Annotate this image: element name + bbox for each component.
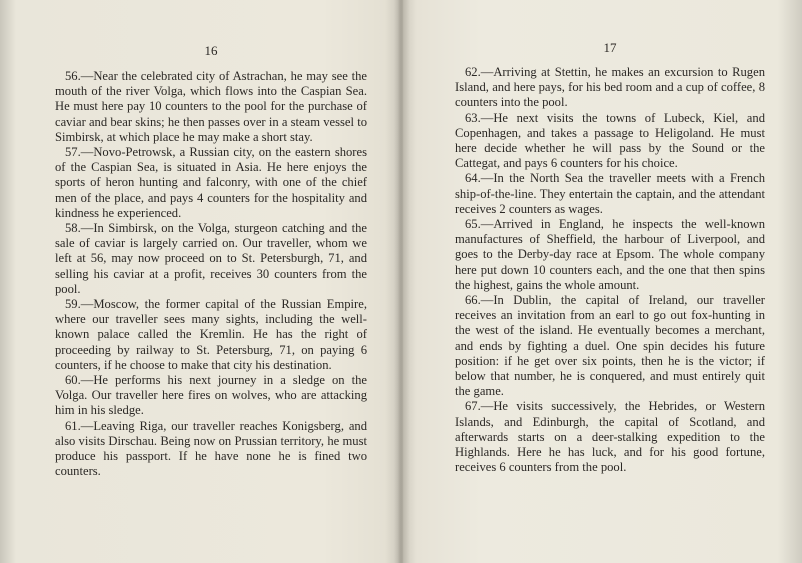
paragraph-59: 59.—Moscow, the former capital of the Russian Empire, where our traveller sees many sights, including the well-known palace called the Kremlin. He has the right of proceeding by railway to St. Petersburg, 71, on paying 6 counters, if he choose to make that city his destination. — [55, 297, 367, 372]
paragraph-67: 67.—He visits successively, the Hebrides, or Western Islands, and Edinburgh, the capital of Scotland, and afterwards starts on a deer-stalking expedition to the Highlands. Here he has luck, and for his good fortune, receives 6 counters from the pool. — [455, 399, 765, 475]
paragraph-58: 58.—In Simbirsk, on the Volga, sturgeon catching and the sale of caviar is largely carried on. Our traveller, whom we left at 56, may now proceed on to St. Petersburgh, 71, and selling his caviar at a profit, receives 30 counters from the pool. — [55, 221, 367, 296]
paragraph-66: 66.—In Dublin, the capital of Ireland, our traveller receives an invitation from an earl to go out fox-hunting in the west of the island. He eventually becomes a merchant, and ends by fighting a duel. One spin decides his future position: if he get over six points, then he is the victor; if below that number, he is conquered, and must entirely quit the game. — [455, 293, 765, 399]
paragraph-63: 63.—He next visits the towns of Lubeck, Kiel, and Copenhagen, and takes a passage to Heligoland. He must here decide whether he will pass by the Sound or the Cattegat, and pays 6 counters for his choice. — [455, 110, 765, 171]
paragraph-62: 62.—Arriving at Stettin, he makes an excursion to Rugen Island, and here pays, for his bed room and a cup of coffee, 8 counters into the pool. — [455, 65, 765, 110]
right-page — [455, 0, 765, 563]
book-gutter — [394, 0, 410, 563]
paragraph-65: 65.—Arrived in England, he inspects the well-known manufactures of Sheffield, the harbour of Liverpool, and goes to the Derby-day race at Epsom. The whole company here put down 10 counters each, and the one that then spins the highest, gains the whole amount. — [455, 217, 765, 292]
paragraph-57: 57.—Novo-Petrowsk, a Russian city, on the eastern shores of the Caspian Sea, is situated in Asia. He here enjoys the sports of heron hunting and falconry, with one of the chief men of the place, and pays 4 counters for the hospitality and kindness he experienced. — [55, 145, 367, 220]
paragraph-56: 56.—Near the celebrated city of Astrachan, he may see the mouth of the river Volga, which flows into the Caspian Sea. He must here pay 10 counters to the pool for the purchase of caviar and bear skins; he then passes over in a steam vessel to Simbirsk, at which place he may make a short stay. — [55, 69, 367, 144]
paragraph-61: 61.—Leaving Riga, our traveller reaches Konigsberg, and also visits Dirschau. Being now on Prussian territory, he must produce his passport. If he have none he is fined two counters. — [55, 418, 367, 479]
paragraph-64: 64.—In the North Sea the traveller meets with a French ship-of-the-line. They entertain the captain, and the attendant receives 2 counters as wages. — [455, 171, 765, 216]
page-number-left: 16 — [204, 43, 218, 58]
left-page — [55, 0, 367, 563]
page-number-right: 17 — [603, 40, 617, 55]
paragraph-60: 60.—He performs his next journey in a sledge on the Volga. Our traveller here fires on wolves, who are attacking him in his sledge. — [55, 373, 367, 418]
